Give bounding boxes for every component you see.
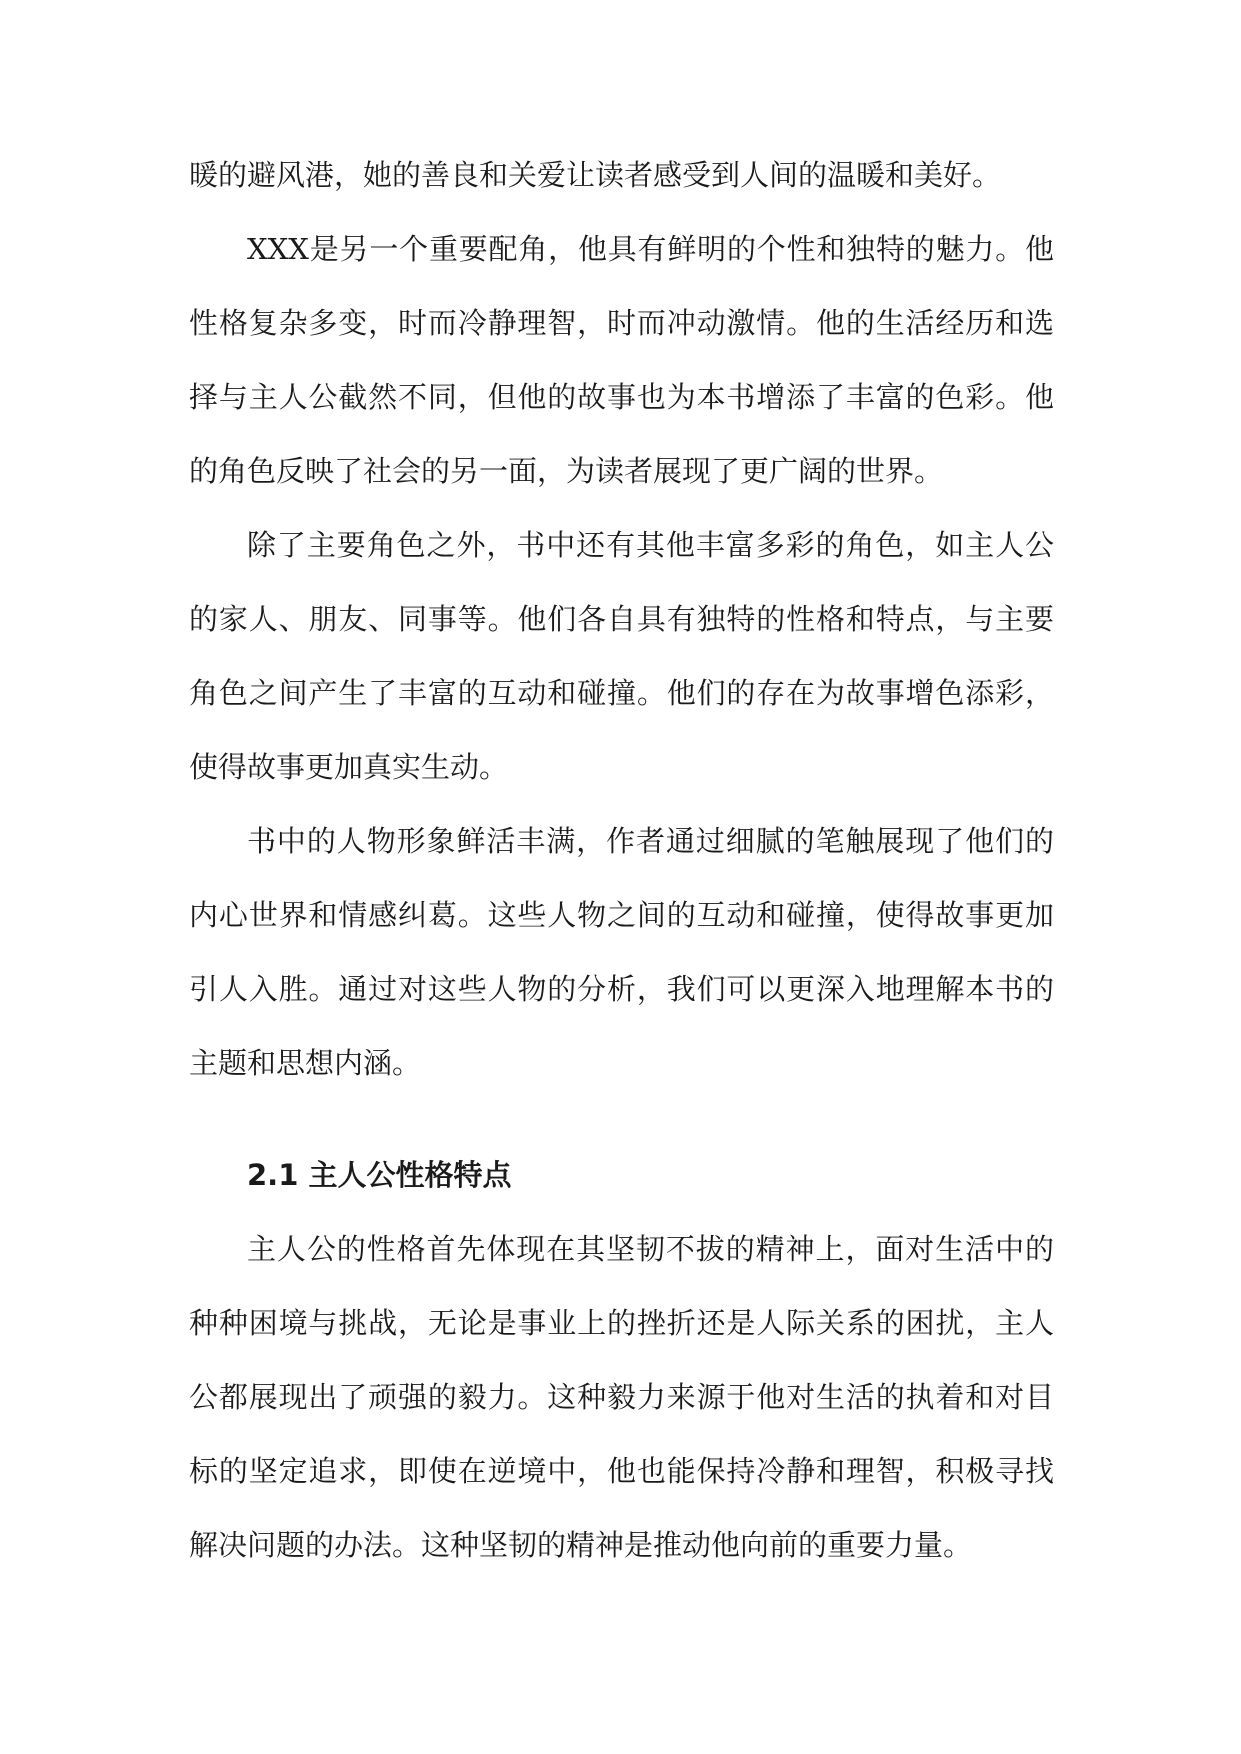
paragraph-supporting-character: XXX是另一个重要配角，他具有鲜明的个性和独特的魅力。他性格复杂多变，时而冷静理智，时而冲动激情。他的生活经历和选择与主人公截然不同，但他的故事也为本书增添了丰富的色彩。他的角色反映了社会的另一面，为读者展现了更广阔的世界。 bbox=[189, 232, 1054, 488]
paragraph-protagonist-traits: 主人公的性格首先体现在其坚韧不拔的精神上，面对生活中的种种困境与挑战，无论是事业上的挫折还是人际关系的困扰，主人公都展现出了顽强的毅力。这种毅力来源于他对生活的执着和对目标的坚定追求，即使在逆境中，他也能保持冷静和理智，积极寻找解决问题的办法。这种坚韧的精神是推动他向前的重要力量。 bbox=[189, 1232, 1054, 1562]
section-heading: 2.1 主人公性格特点 bbox=[247, 1158, 512, 1192]
paragraph-continuation: 暖的避风港，她的善良和关爱让读者感受到人间的温暖和美好。 bbox=[189, 158, 1002, 192]
paragraph-character-summary: 书中的人物形象鲜活丰满，作者通过细腻的笔触展现了他们的内心世界和情感纠葛。这些人物之间的互动和碰撞，使得故事更加引人入胜。通过对这些人物的分析，我们可以更深入地理解本书的主题和思想内涵。 bbox=[189, 824, 1054, 1080]
paragraph-other-characters: 除了主要角色之外，书中还有其他丰富多彩的角色，如主人公的家人、朋友、同事等。他们各自具有独特的性格和特点，与主要角色之间产生了丰富的互动和碰撞。他们的存在为故事增色添彩，使得故事更加真实生动。 bbox=[189, 528, 1054, 784]
document-body bbox=[189, 138, 1054, 1582]
